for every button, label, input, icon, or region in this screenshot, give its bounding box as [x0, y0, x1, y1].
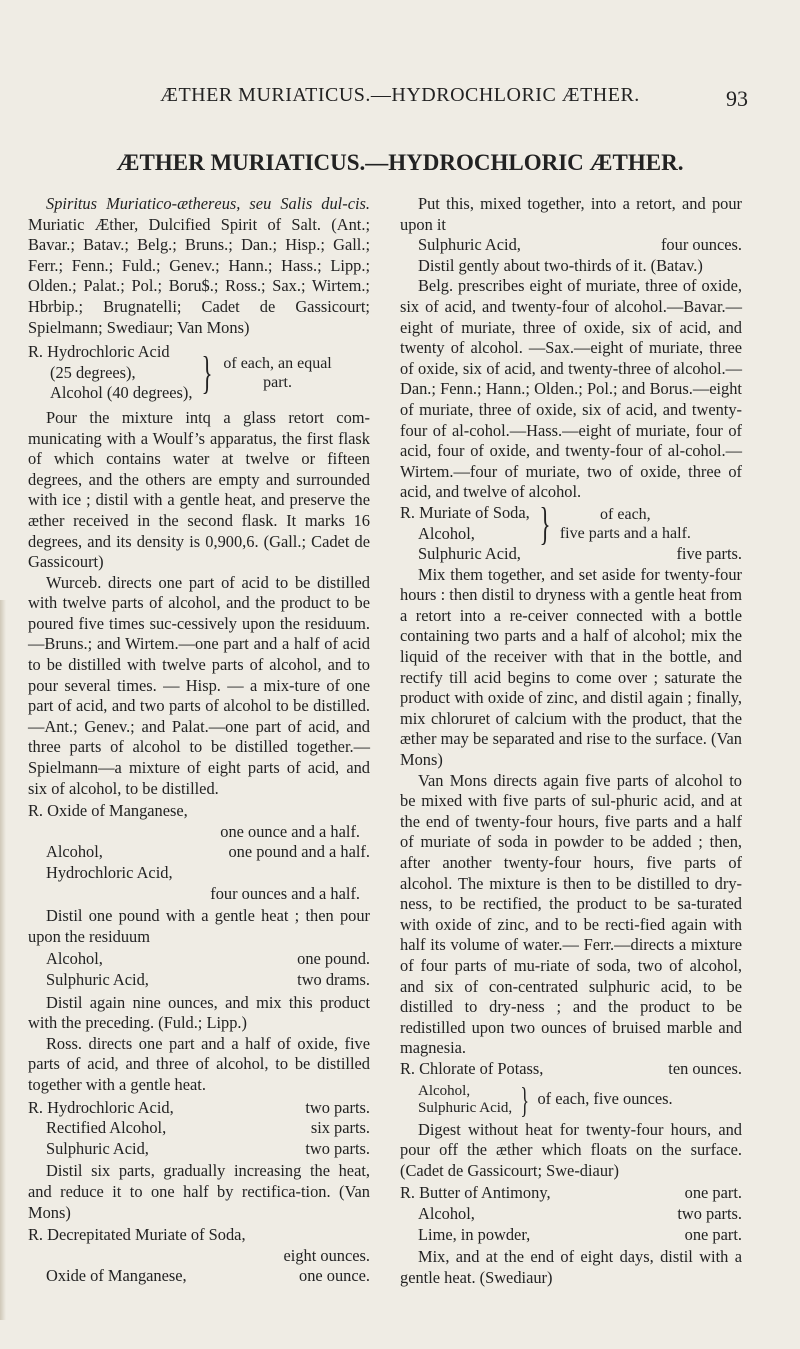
recipe-2-qty: one pound and a half.: [228, 842, 370, 862]
r-paragraph-1: Put this, mixed together, into a retort, and pour upon it: [400, 194, 742, 234]
recipe-2-line-4: Hydrochloric Acid,: [46, 863, 173, 882]
r-recipe-3-item-2: Alcohol,: [418, 1082, 471, 1099]
r-recipe-4-qty-3: one part.: [684, 1224, 742, 1244]
r-recipe-3-item-3: Sulphuric Acid,: [418, 1099, 513, 1116]
running-head: ÆTHER MURIATICUS.—HYDROCHLORIC ÆTHER.: [160, 84, 640, 106]
brace-icon: }: [520, 1079, 530, 1120]
recipe-3-qty-2: two drams.: [297, 969, 370, 989]
brace-icon: }: [539, 497, 551, 549]
r-paragraph-3: Belg. prescribes eight of muriate, three of oxide, six of acid, and twenty-four of alcohol.—Bavar.—eight of muriate, three of oxide, six of acid, and twenty of alcohol. —Sax.—eight of muriate, three of oxide, six of acid, and twenty-three of alcohol.— Dan.; Fenn.; Hann.; Olden.; Pol.; and Borus.—eight of muriate, three of oxide, six of acid, and twenty-four of al-cohol.—Hass.—eight of muriate, four of acid, four of oxide, and twenty-four of al-cohol.—Wirtem.—four of muriate, two of oxide, three of acid, and twelve of alcohol.: [400, 276, 742, 502]
paragraph-5: Ross. directs one part and a half of oxide, five parts of acid, and three of alcohol, to be distilled together with a gentle heat.: [28, 1033, 370, 1094]
recipe-3-item-2: Sulphuric Acid,: [46, 969, 149, 989]
r-recipe-2-note: [560, 505, 691, 543]
r-recipe-3-item-1: R. Chlorate of Potass,: [400, 1058, 544, 1078]
r-recipe-2-item-1: R. Muriate of Soda,: [400, 502, 530, 522]
brace-icon: }: [201, 347, 214, 399]
r-recipe-1-qty: four ounces.: [660, 235, 742, 255]
page-edge-shadow: [0, 600, 6, 1320]
latin-name: Spiritus Muriatico-ætherеus, seu Salis dul-cis.: [46, 194, 370, 213]
r-recipe-2-note-1: of each,: [600, 505, 651, 523]
r-recipe-4-item-1: R. Butter of Antimony,: [400, 1183, 551, 1203]
r-paragraph-5: Van Mons directs again five parts of alcohol to be mixed with five parts of sul-phuric acid, and at the end of twenty-four hours, five parts and a half of muriate of soda in powder to be added ; then, after another twenty-four hours, five parts of alcohol. The mixture is then to be distilled to dry-ness, to be rectified, the product to be sa-turated with oxide of zinc, and to be recti-fied again with half its volume of water.— Ferr.—directs a mixture of four parts of mu-riate of soda, two of alcohol, and six of con-centrated sulphuric acid, to be distilled to dry-ness ; and the product to be redistilled upon two ounces of bruised marble and magnesia.: [400, 770, 742, 1058]
page-number: 93: [726, 86, 748, 111]
r-recipe-2-qty-3: five parts.: [676, 544, 742, 564]
r-recipe-4-item-2: Alcohol,: [418, 1203, 475, 1223]
synonyms-and-sources: Muriatic Æther, Dulcified Spirit of Salt. (Ant.; Bavar.; Batav.; Belg.; Bruns.; Dan.; Hisp.; Gall.; Ferr.; Fenn.; Fuld.; Genev.; Hann.; Hass.; Lipp.; Olden.; Palat.; Pol.; Boru$.; Ross.; Sax.; Wirtem.; Hbrbip.; Brugnatelli; Cadet de Gassicourt; Spielmann; Swediaur; Van Mons): [28, 214, 370, 337]
recipe-3: [28, 949, 370, 990]
recipe-1-item-2: Alcohol (40 degrees),: [50, 383, 193, 403]
recipe-3-item-1: Alcohol,: [46, 949, 103, 969]
paragraph-1: Pour the mixture intq a glass retort com-municating with a Woulf’s apparatus, the first flask of which contains water at twelve or fifteen degrees, and the others are empty and surrounded with ice ; distil with a gentle heat, and preserve the æther received in the second flask. It marks 16 degrees, and its density is 0,900,6. (Gall.; Cadet de Gassicourt): [28, 407, 370, 572]
r-recipe-4-item-3: Lime, in powder,: [418, 1224, 531, 1244]
r-recipe-2-item-2: Alcohol,: [418, 523, 475, 543]
paragraph-3: Distil one pound with a gentle heat ; then pour upon the residuum: [28, 906, 370, 946]
recipe-1-item-1: R. Hydrochloric Acid: [28, 342, 170, 362]
recipe-5-line-2: eight ounces.: [283, 1245, 370, 1265]
recipe-5-qty: one ounce.: [299, 1266, 370, 1286]
r-recipe-3: [400, 1080, 742, 1120]
recipe-5-line-1: R. Decrepitated Muriate of Soda,: [28, 1225, 246, 1245]
recipe-3-qty-1: one pound.: [297, 949, 370, 969]
recipe-4-item-2: Rectified Alcohol,: [46, 1118, 167, 1138]
recipe-5: [28, 1225, 370, 1287]
recipe-1-item-1b: (25 degrees),: [50, 362, 136, 382]
recipe-2-line-5: four ounces and a half.: [210, 883, 360, 903]
recipe-4: [28, 1098, 370, 1160]
r-recipe-2-note-2: five parts and a half.: [559, 524, 691, 542]
r-recipe-3-note: of each, five ounces.: [537, 1089, 673, 1109]
recipe-4-qty-1: two parts.: [305, 1097, 370, 1117]
r-paragraph-7: Mix, and at the end of eight days, distil with a gentle heat. (Swediaur): [400, 1247, 742, 1287]
recipe-1-note: of each, an equal part.: [223, 355, 332, 392]
recipe-2-line-2: one ounce and a half.: [220, 821, 360, 841]
r-recipe-4-qty-2: two parts.: [677, 1203, 742, 1223]
r-recipe-3-qty-1: ten ounces.: [668, 1058, 742, 1078]
recipe-2: [28, 801, 370, 904]
recipe-4-item-1: R. Hydrochloric Acid,: [28, 1097, 174, 1117]
recipe-4-qty-2: six parts.: [310, 1118, 370, 1138]
r-recipe-4: [400, 1183, 742, 1245]
r-recipe-2-item-3: Sulphuric Acid,: [418, 544, 521, 564]
r-paragraph-2: Distil gently about two-thirds of it. (Batav.): [418, 255, 703, 275]
r-paragraph-4: Mix them together, and set aside for twenty-four hours : then distil to dryness with a gentle heat from a retort into a re-ceiver connected with a bottle containing two parts and a half of alcohol; mix the liquid of the receiver with that in the bottle, and rectify till acid begins to come over ; saturate the product with oxide of zinc, and distil again ; finally, mix chloruret of calcium with the product, that the æther may be separated and rise to the surface. (Van Mons): [400, 564, 742, 770]
paragraph-2: Wurceb. directs one part of acid to be distilled with twelve parts of alcohol, and the product to be poured five times suc-cessively upon the residuum.—Bruns.; and Wirtem.—one part and a half of acid to be distilled with twelve parts of alcohol, and to pour several times. — Hisp. — a mix-ture of one part of acid, and two parts of alcohol to be distilled.—Ant.; Genev.; and Palat.—one part of acid, and three parts of alcohol to be distilled together.— Spielmann—a mixture of eight parts of acid, and six of alcohol, to be distilled.: [28, 572, 370, 798]
recipe-2-item: Alcohol,: [46, 842, 103, 862]
recipe-1: [28, 342, 370, 404]
paragraph-4: Distil again nine ounces, and mix this product with the preceding. (Fuld.; Lipp.): [28, 992, 370, 1033]
recipe-2-line-1: R. Oxide of Manganese,: [28, 801, 188, 821]
r-recipe-1-item: Sulphuric Acid,: [418, 235, 521, 255]
right-column: [400, 194, 742, 1288]
paragraph-6: Distil six parts, gradually increasing the heat, and reduce it to one half by rectifica-tion. (Van Mons): [28, 1161, 370, 1222]
intro-paragraph: [28, 194, 370, 338]
r-paragraph-6: Digest without heat for twenty-four hours, and pour off the æther which floats on the surface. (Cadet de Gassicourt; Swe-diaur): [400, 1119, 742, 1180]
recipe-5-item: Oxide of Manganese,: [46, 1266, 187, 1286]
recipe-4-qty-3: two parts.: [305, 1138, 370, 1158]
section-title: ÆTHER MURIATICUS.—HYDROCHLORIC ÆTHER.: [116, 150, 684, 175]
recipe-4-item-3: Sulphuric Acid,: [46, 1138, 149, 1158]
left-column: [28, 194, 370, 1289]
r-recipe-4-qty-1: one part.: [684, 1183, 742, 1203]
r-recipe-2: [400, 497, 742, 549]
